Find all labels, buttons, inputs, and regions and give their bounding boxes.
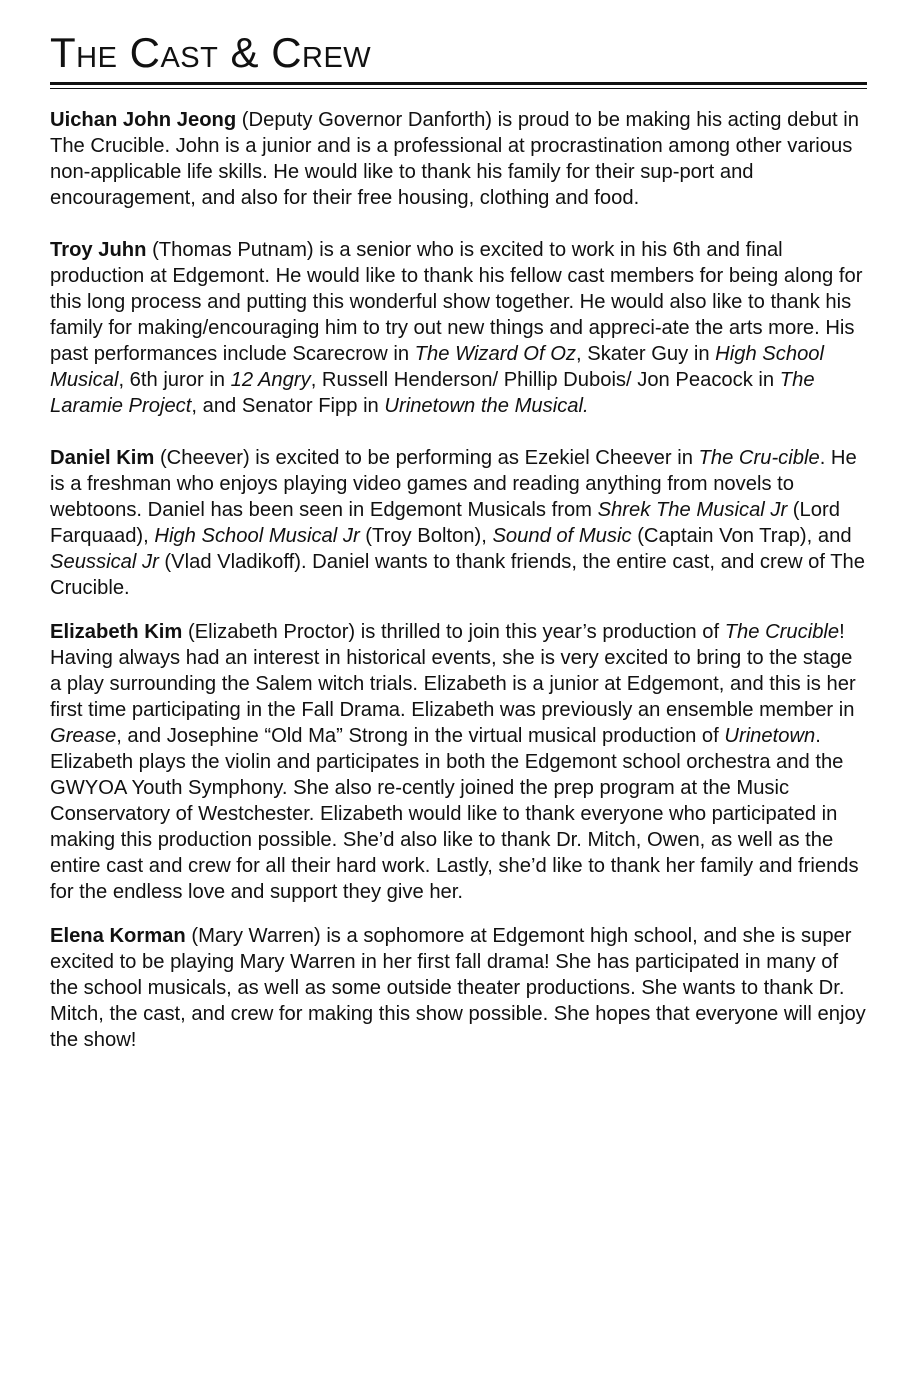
- show-title: The Laramie Project: [50, 369, 815, 417]
- bio-name: Elizabeth Kim: [50, 621, 183, 643]
- bio-text: ! Having always had an interest in historical events, she is very excited to bring to the stage a play surrounding the Salem witch trials. Elizabeth is a junior at Edgemont, and this is her first time participating in the Fall Drama. Elizabeth was previously an ensemble member in: [50, 621, 856, 721]
- bio-name: Daniel Kim: [50, 447, 155, 469]
- show-title: The Crucible: [724, 621, 840, 643]
- bio-daniel-kim: [50, 445, 867, 601]
- bio-text: . He is a freshman who enjoys playing video games and reading anything from novels to webtoons. Daniel has been seen in Edgemont Musicals from: [50, 447, 857, 521]
- show-title: The Wizard Of Oz: [414, 343, 577, 365]
- bio-text: , and Senator Fipp in: [191, 395, 385, 417]
- show-title: The Cru-cible: [698, 447, 820, 469]
- bio-text: (Cheever) is excited to be performing as Ezekiel Cheever in: [154, 447, 699, 469]
- bio-elena-korman: [50, 923, 867, 1053]
- bio-name: Troy Juhn: [50, 239, 147, 261]
- page-title: The Cast & Crew: [50, 29, 372, 76]
- program-page: [50, 28, 867, 1053]
- bio-text: , and Josephine “Old Ma” Strong in the virtual musical production of: [116, 725, 725, 747]
- bio-uichan-john-jeong: [50, 107, 867, 211]
- title-rule-thin: [50, 88, 867, 89]
- bio-text: (Captain Von Trap), and: [631, 525, 852, 547]
- bio-text: , Skater Guy in: [576, 343, 716, 365]
- bio-text: , Russell Henderson/ Phillip Dubois/ Jon Peacock in: [310, 369, 780, 391]
- show-title: Urinetown the Musical.: [384, 395, 589, 417]
- bio-name: Elena Korman: [50, 925, 186, 947]
- bio-text: (Mary Warren) is a sophomore at Edgemont high school, and she is super excited to be playing Mary Warren in her first fall drama! She has participated in many of the school musicals, as well as some outside theater productions. She wants to thank Dr. Mitch, the cast, and crew for making this show possible. She hopes that everyone will enjoy the show!: [50, 925, 866, 1051]
- show-title: Grease: [50, 725, 117, 747]
- bio-text: (Vlad Vladikoff). Daniel wants to thank friends, the entire cast, and crew of The Crucible.: [50, 551, 866, 599]
- show-title: High School Musical: [50, 343, 825, 391]
- show-title: 12 Angry: [230, 369, 311, 391]
- bio-text: (Deputy Governor Danforth) is proud to be making his acting debut in The Crucible. John is a junior and is a professional at procrastination among other various non-applicable life skills. He would like to thank his family for their sup-port and encouragement, and also for their free housing, clothing and food.: [50, 109, 859, 209]
- title-rule-thick: [50, 82, 867, 85]
- bio-text: , 6th juror in: [118, 369, 231, 391]
- show-title: Urinetown: [724, 725, 816, 747]
- bio-elizabeth-kim: [50, 619, 867, 905]
- show-title: Shrek The Musical Jr: [597, 499, 788, 521]
- show-title: Sound of Music: [492, 525, 632, 547]
- bio-text: . Elizabeth plays the violin and participates in both the Edgemont school orchestra and the GWYOA Youth Symphony. She also re-cently joined the prep program at the Music Conservatory of Westchester. Elizabeth would like to thank everyone who participated in making this production possible. She’d also like to thank Dr. Mitch, Owen, as well as the entire cast and crew for all their hard work. Lastly, she’d like to thank her family and friends for the endless love and support they give her.: [50, 725, 859, 903]
- bio-troy-juhn: [50, 237, 867, 419]
- bio-name: Uichan John Jeong: [50, 109, 237, 131]
- bio-text: (Thomas Putnam) is a senior who is excited to work in his 6th and final production at Edgemont. He would like to thank his fellow cast members for being along for this long process and putting this wonderful show together. He would also like to thank his family for making/encouraging him to try out new things and appreci-ate the arts more. His past performances include Scarecrow in: [50, 239, 863, 365]
- bio-list: [50, 107, 867, 1053]
- show-title: High School Musical Jr: [154, 525, 360, 547]
- bio-text: (Elizabeth Proctor) is thrilled to join this year’s production of: [182, 621, 725, 643]
- bio-text: (Lord Farquaad),: [50, 499, 840, 547]
- show-title: Seussical Jr: [50, 551, 159, 573]
- bio-text: (Troy Bolton),: [359, 525, 493, 547]
